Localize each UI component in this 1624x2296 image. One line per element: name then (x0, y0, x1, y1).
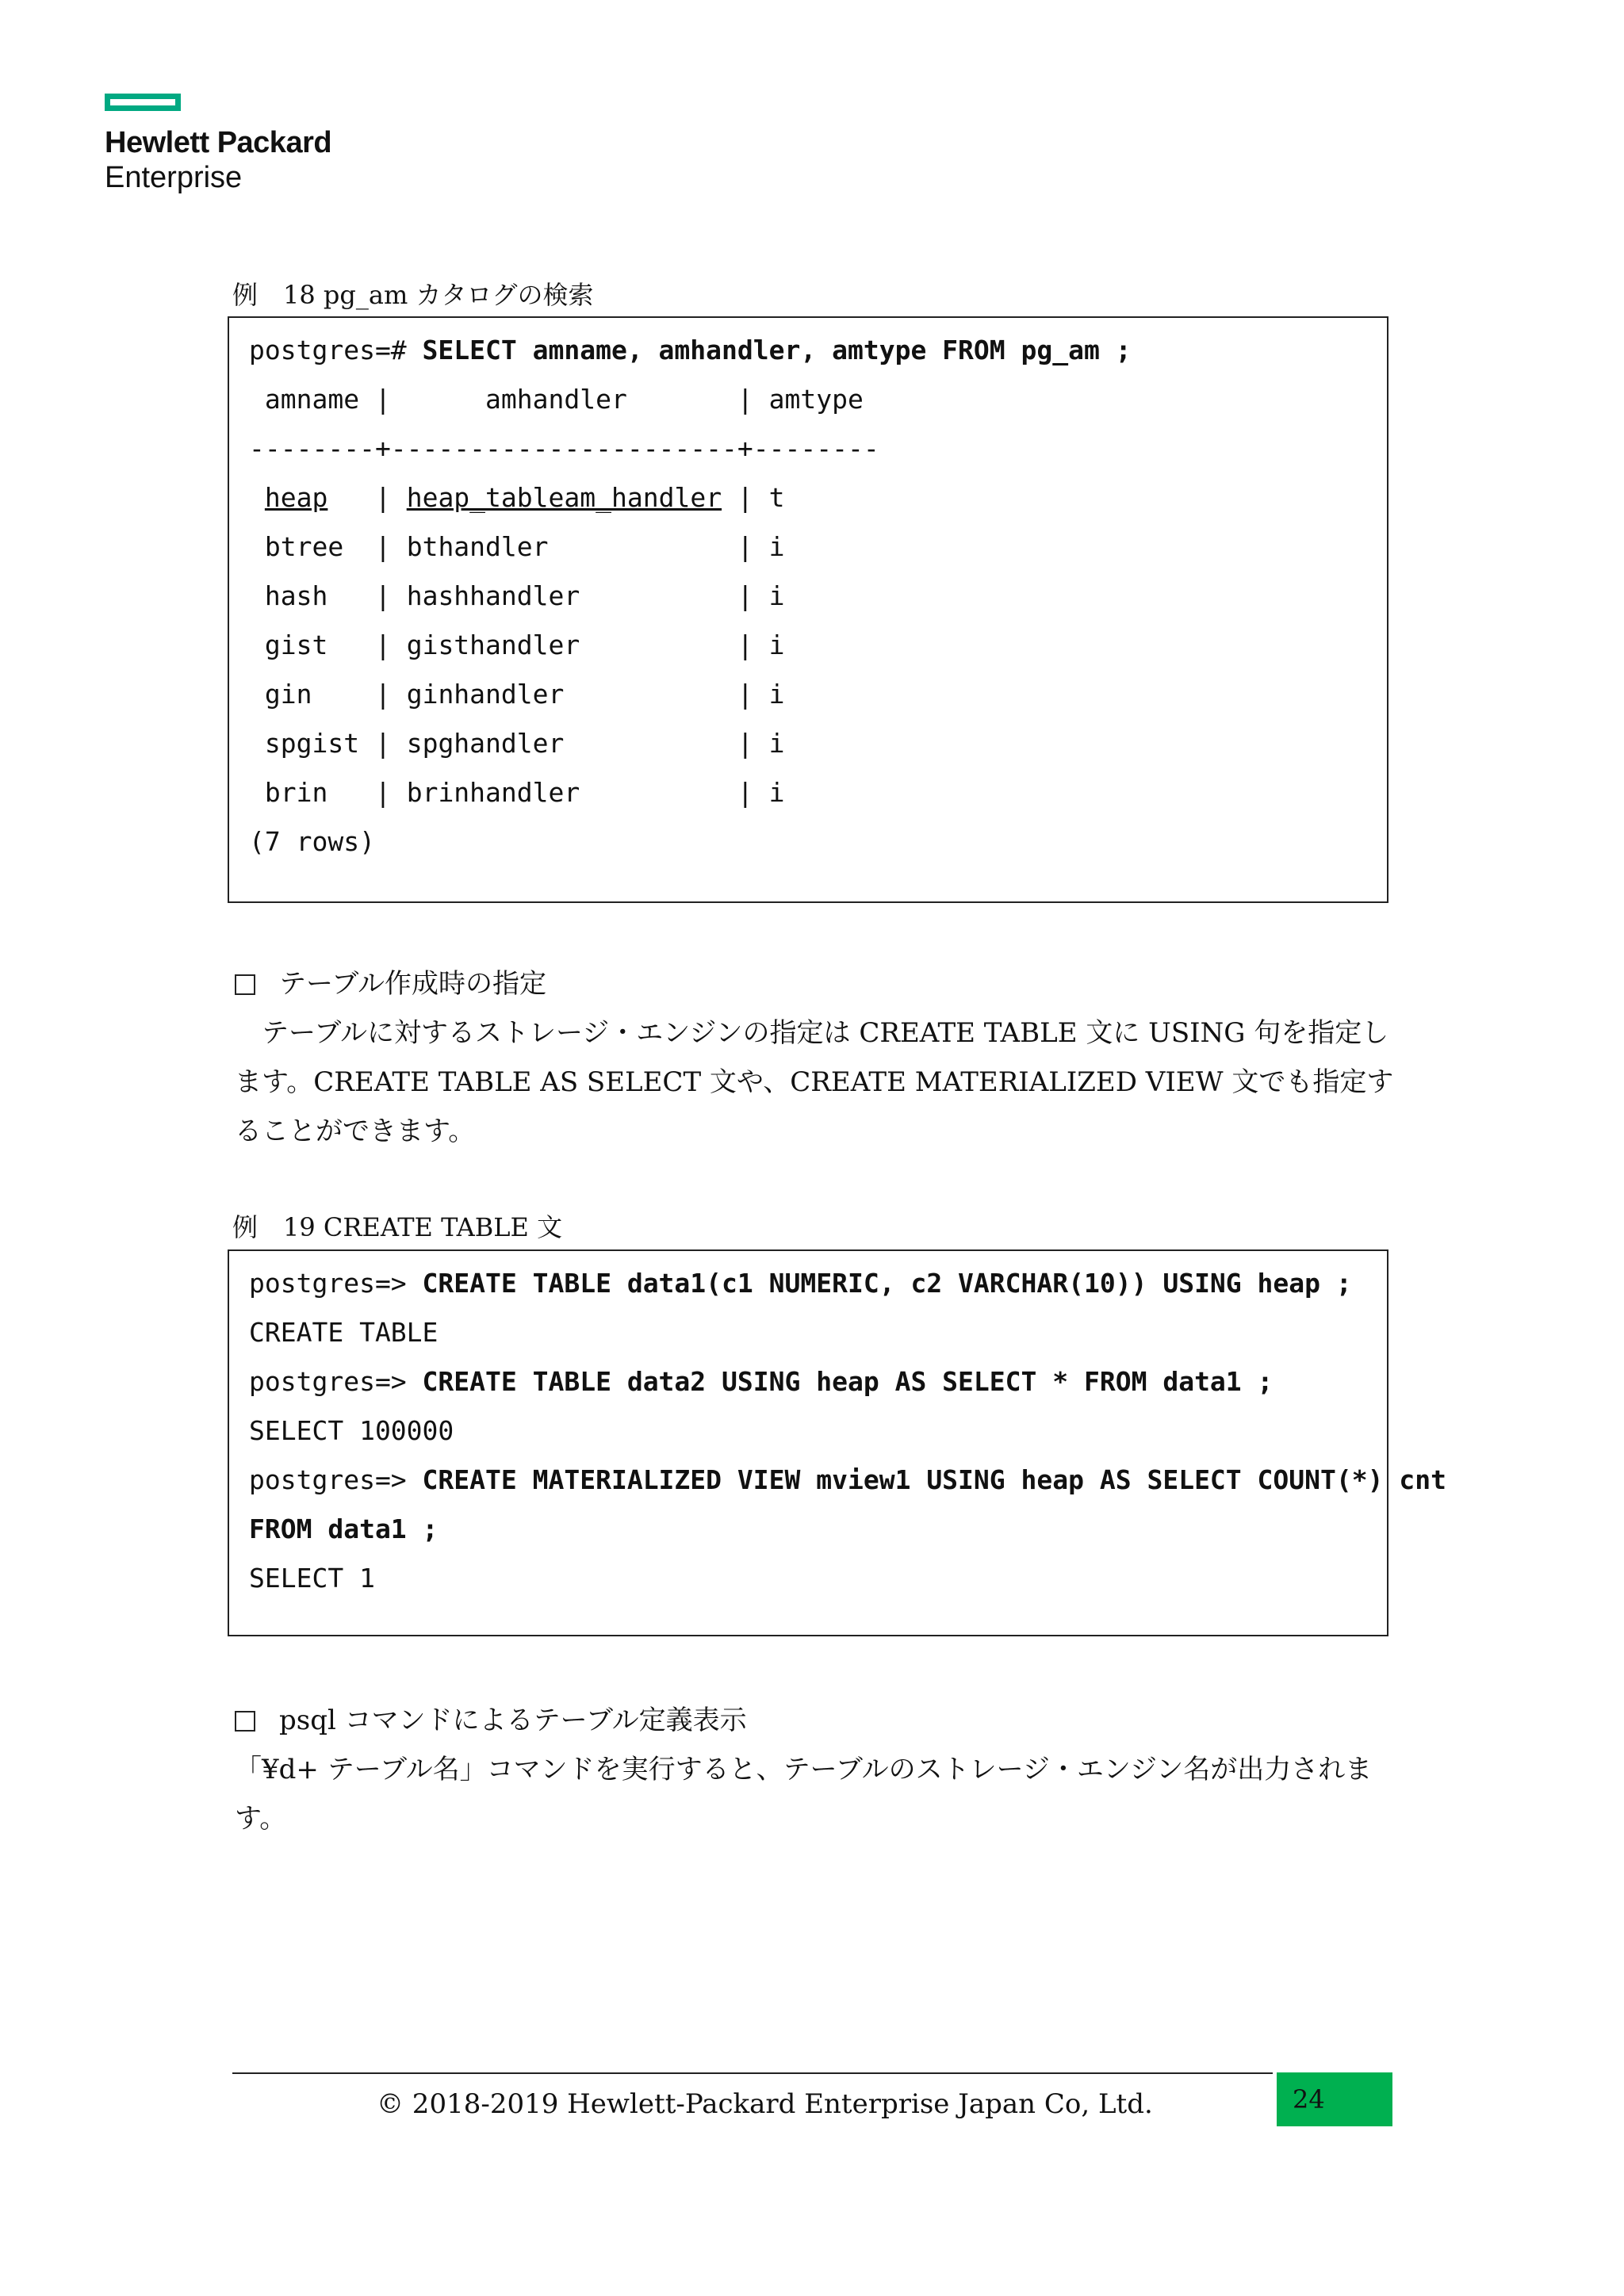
psql-prompt: postgres=> (249, 1464, 423, 1495)
example-18-code-box (228, 316, 1388, 903)
code-line (249, 1456, 1446, 1505)
sql-command: CREATE TABLE data1(c1 NUMERIC, c2 VARCHAR(10)) USING heap ; (422, 1268, 1352, 1299)
row-amtype: i (768, 629, 785, 660)
code-output: SELECT 1 (249, 1563, 375, 1594)
psql-prompt: postgres=# (249, 335, 423, 365)
row-amhandler: spghandler (406, 728, 565, 759)
footer-rule (232, 2072, 1273, 2074)
logo-text-line2: Enterprise (105, 161, 243, 194)
section-paragraph-table-creation: テーブルに対するストレージ・エンジンの指定は CREATE TABLE 文に USING 句を指定します。CREATE TABLE AS SELECT 文や、CREATE MATERIALIZED VIEW 文でも指定することができます。 (235, 1017, 1394, 1147)
row-amname: brin (264, 777, 328, 808)
example-18-code (249, 326, 1132, 867)
table-row: spgist | spghandler | i (264, 728, 785, 759)
row-amtype: i (768, 777, 785, 808)
result-rows (249, 473, 1132, 817)
row-amname: gist (264, 629, 328, 660)
hpe-logo-mark (105, 94, 181, 111)
code-output: SELECT 100000 (249, 1415, 454, 1446)
row-amtype: i (768, 580, 785, 611)
row-amhandler: brinhandler (406, 777, 580, 808)
code-output: CREATE TABLE (249, 1317, 439, 1348)
sql-command: CREATE TABLE data2 USING heap AS SELECT * FROM data1 ; (422, 1366, 1274, 1397)
code-line (249, 1259, 1446, 1308)
row-amhandler: bthandler (406, 531, 549, 562)
section-heading-psql (235, 1696, 747, 1745)
code-line (249, 1357, 1446, 1406)
page-number: 24 (1293, 2084, 1325, 2114)
code-line (249, 1308, 1446, 1357)
section-heading-text: psql コマンドによるテーブル定義表示 (279, 1705, 747, 1736)
code-output: FROM data1 ; (249, 1513, 439, 1544)
psql-prompt: postgres=> (249, 1366, 423, 1397)
psql-prompt: postgres=> (249, 1268, 423, 1299)
example-19-code-box (228, 1249, 1446, 1636)
code-line-command (249, 326, 1132, 375)
row-amname: btree (264, 531, 344, 562)
table-row: gin | ginhandler | i (264, 679, 785, 710)
code-line-rowcount: (7 rows) (249, 826, 375, 857)
row-amtype: i (768, 728, 785, 759)
row-amtype: t (768, 482, 785, 513)
example-19-caption: 例 19 CREATE TABLE 文 (232, 1212, 563, 1242)
table-row: btree | bthandler | i (264, 531, 785, 562)
hpe-logo (105, 94, 358, 205)
section-heading-table-creation (235, 959, 546, 1008)
row-amhandler: heap_tableam_handler (406, 482, 722, 513)
code-line-separator: --------+----------------------+-------- (249, 433, 879, 464)
row-amname: spgist (264, 728, 360, 759)
checkbox-icon (235, 974, 255, 995)
row-amtype: i (768, 679, 785, 710)
table-row: gist | gisthandler | i (264, 629, 785, 660)
code-line-header: amname | amhandler | amtype (249, 384, 864, 415)
row-amname: hash (264, 580, 328, 611)
code-line (249, 1554, 1446, 1603)
row-amhandler: gisthandler (406, 629, 580, 660)
code-line (249, 1505, 1446, 1554)
sql-command: SELECT amname, amhandler, amtype FROM pg_am ; (422, 335, 1132, 365)
code-line (249, 1406, 1446, 1456)
row-amname: gin (264, 679, 312, 710)
table-row: hash | hashhandler | i (264, 580, 785, 611)
page-number-box (1277, 2072, 1392, 2126)
footer-copyright: © 2018-2019 Hewlett-Packard Enterprise Japan Co, Ltd. (377, 2088, 1153, 2120)
example-18-caption: 例 18 pg_am カタログの検索 (232, 280, 594, 310)
table-row: heap | heap_tableam_handler | t (264, 482, 785, 513)
row-amtype: i (768, 531, 785, 562)
row-amhandler: hashhandler (406, 580, 580, 611)
row-amname: heap (264, 482, 328, 513)
sql-command: CREATE MATERIALIZED VIEW mview1 USING heap AS SELECT COUNT(*) cnt (422, 1464, 1446, 1495)
logo-text-line1: Hewlett Packard (105, 126, 332, 159)
section-paragraph-psql: 「¥d+ テーブル名」コマンドを実行すると、テーブルのストレージ・エンジン名が出力されます。 (235, 1754, 1373, 1835)
section-heading-text: テーブル作成時の指定 (279, 968, 546, 1000)
example-19-code (249, 1259, 1446, 1603)
table-row: brin | brinhandler | i (264, 777, 785, 808)
row-amhandler: ginhandler (406, 679, 565, 710)
checkbox-icon (235, 1711, 255, 1732)
